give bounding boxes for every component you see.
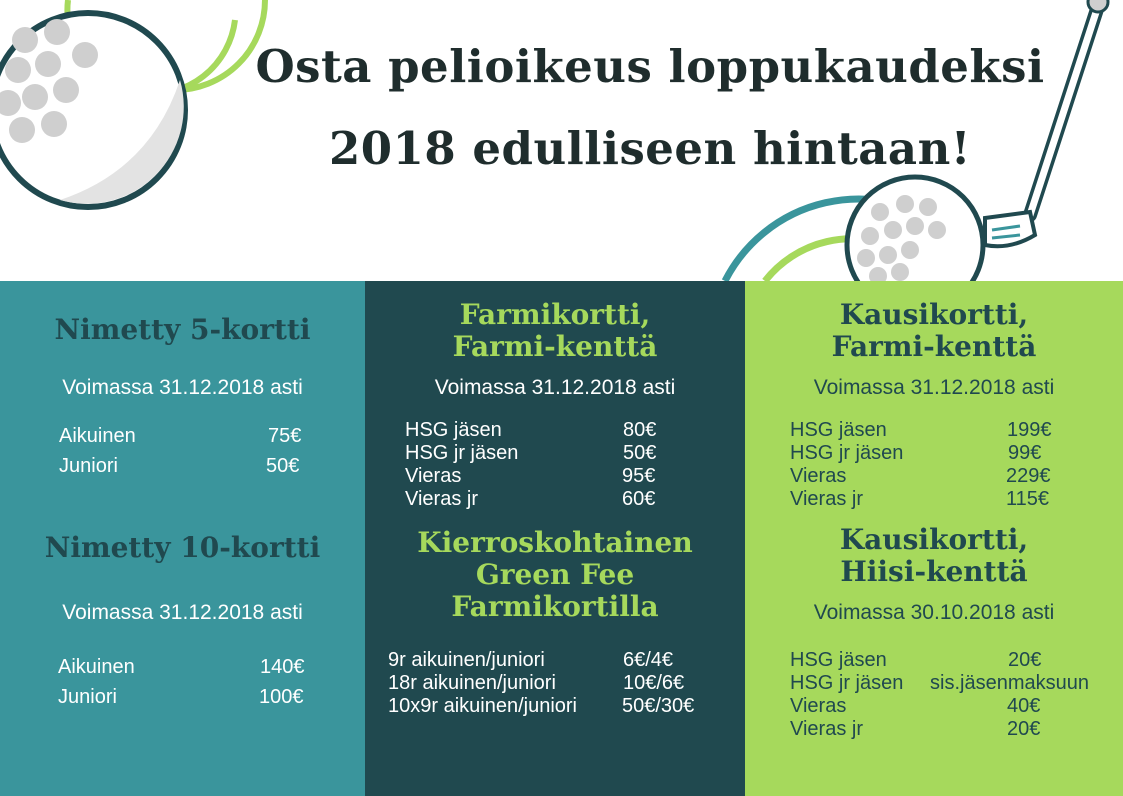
price-value: 95€ <box>622 465 656 487</box>
column-farm-card <box>365 281 745 796</box>
price-label: Juniori <box>58 686 117 708</box>
price-list <box>405 419 705 511</box>
price-row <box>388 672 728 695</box>
card-title-line1: Farmikortti, <box>459 298 651 331</box>
validity-text: Voimassa 30.10.2018 asti <box>813 601 1055 624</box>
price-row <box>405 465 705 488</box>
price-row <box>790 672 1120 695</box>
validity-text: Voimassa 31.12.2018 asti <box>434 376 676 399</box>
card-title: Nimetty 5-kortti <box>54 313 311 346</box>
price-value: 20€ <box>1007 718 1041 740</box>
price-row <box>58 656 328 686</box>
price-row <box>790 488 1090 511</box>
price-row <box>58 686 328 716</box>
card-title-line3: Farmikortilla <box>451 590 659 623</box>
price-value: 75€ <box>268 425 302 447</box>
validity-text: Voimassa 31.12.2018 asti <box>62 376 303 399</box>
price-value: 40€ <box>1007 695 1041 717</box>
price-row <box>405 488 705 511</box>
card-title: Nimetty 10-kortti <box>44 531 321 564</box>
card-title-line1: Kausikortti, <box>839 523 1029 556</box>
price-label: Vieras jr <box>790 488 863 510</box>
card-title-line1: Kausikortti, <box>839 298 1029 331</box>
price-value: 20€ <box>1008 649 1042 671</box>
price-label: Vieras <box>790 465 847 487</box>
price-label: Vieras <box>405 465 462 487</box>
price-row <box>59 455 319 485</box>
price-label: 18r aikuinen/juniori <box>388 672 556 694</box>
card-title-line2: Hiisi-kenttä <box>840 555 1028 588</box>
price-row <box>405 442 705 465</box>
validity-text: Voimassa 31.12.2018 asti <box>813 376 1055 399</box>
price-label: 10x9r aikuinen/juniori <box>388 695 578 717</box>
price-row <box>59 425 319 455</box>
validity-text: Voimassa 31.12.2018 asti <box>62 601 303 624</box>
price-value: 80€ <box>623 419 657 441</box>
price-value: 199€ <box>1007 419 1052 441</box>
price-row <box>790 442 1090 465</box>
price-value: 99€ <box>1008 442 1042 464</box>
price-label: HSG jr jäsen <box>790 672 904 694</box>
card-title-line2: Green Fee <box>475 558 635 591</box>
column-season-cards <box>745 281 1123 796</box>
price-label: Aikuinen <box>58 656 135 678</box>
price-value: 229€ <box>1006 465 1051 487</box>
price-list <box>388 649 728 718</box>
price-label: HSG jr jäsen <box>405 442 519 464</box>
card-title-line2: Farmi-kenttä <box>452 330 658 363</box>
price-row <box>790 419 1090 442</box>
price-value: 50€ <box>623 442 657 464</box>
price-label: Vieras <box>790 695 847 717</box>
price-value: 100€ <box>259 686 304 708</box>
price-label: HSG jr jäsen <box>790 442 904 464</box>
price-label: HSG jäsen <box>790 649 887 671</box>
price-row <box>790 465 1090 488</box>
price-value: 10€/6€ <box>623 672 685 694</box>
price-list <box>58 656 328 716</box>
price-label: Juniori <box>59 455 118 477</box>
price-row <box>405 419 705 442</box>
column-punch-cards <box>0 281 365 796</box>
golf-ball-icon <box>0 13 185 207</box>
card-title-line2: Farmi-kenttä <box>831 330 1037 363</box>
price-value: sis.jäsenmaksuun <box>930 672 1089 694</box>
price-row <box>790 649 1120 672</box>
price-label: Vieras jr <box>790 718 863 740</box>
price-value: 140€ <box>260 656 305 678</box>
card-title-line1: Kierroskohtainen <box>417 526 693 559</box>
page-title-line1: Osta pelioikeus loppukaudeksi <box>255 40 1045 93</box>
price-label: Aikuinen <box>59 425 136 447</box>
price-label: HSG jäsen <box>790 419 887 441</box>
price-value: 60€ <box>622 488 656 510</box>
price-row <box>790 718 1120 741</box>
price-list <box>790 419 1090 511</box>
price-value: 50€/30€ <box>622 695 695 717</box>
price-list <box>790 649 1120 741</box>
price-row <box>388 649 728 672</box>
price-label: 9r aikuinen/juniori <box>388 649 545 671</box>
price-row <box>388 695 728 718</box>
price-value: 115€ <box>1006 488 1050 510</box>
price-value: 6€/4€ <box>623 649 674 671</box>
price-row <box>790 695 1120 718</box>
price-value: 50€ <box>266 455 300 477</box>
price-label: Vieras jr <box>405 488 478 510</box>
header <box>0 0 1123 281</box>
golf-ball-icon <box>847 177 983 281</box>
price-list <box>59 425 319 485</box>
page-title-line2: 2018 edulliseen hintaan! <box>328 122 972 175</box>
price-label: HSG jäsen <box>405 419 502 441</box>
